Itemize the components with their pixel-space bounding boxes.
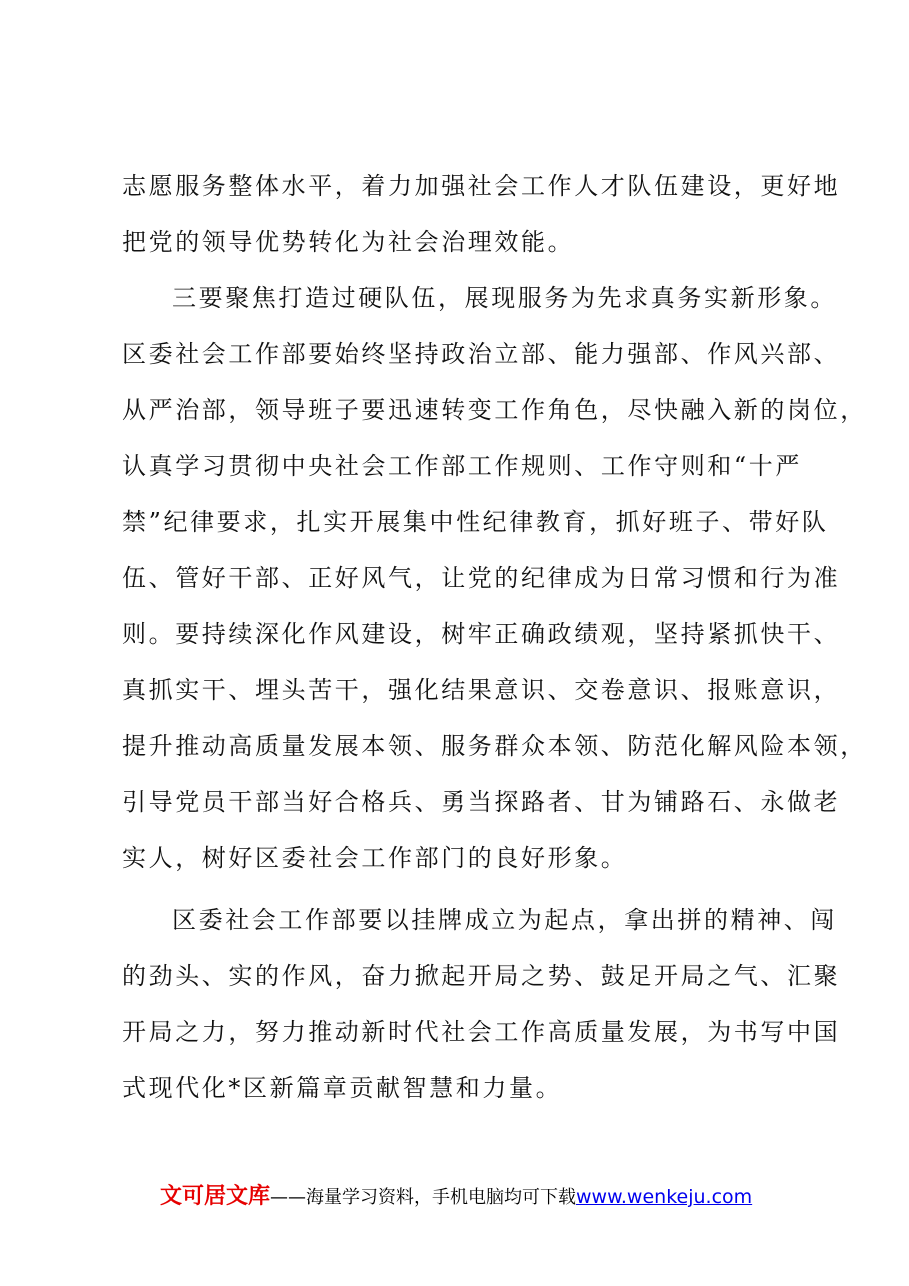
paragraph-first-line: 区委社会工作部要以挂牌成立为起点，拿出拼的精神、闯 [172,906,837,934]
body-text-line: 开局之力，努力推动新时代社会工作高质量发展，为书写中国 [122,1018,841,1046]
footer-slogan: ——海量学习资料，手机电脑均可下载 [270,1187,577,1208]
body-text-line: 把党的领导优势转化为社会治理效能。 [122,228,575,256]
body-text-line: 则。要持续深化作风建设，树牢正确政绩观，坚持紧抓快干、 [122,620,841,648]
body-text-line: 区委社会工作部要始终坚持政治立部、能力强部、作风兴部、 [122,340,841,368]
body-text-line: 式现代化*区新篇章贡献智慧和力量。 [122,1074,563,1102]
paragraph-first-line: 三要聚焦打造过硬队伍，展现服务为先求真务实新形象。 [172,284,837,312]
body-text-line: 志愿服务整体水平，着力加强社会工作人才队伍建设，更好地 [122,172,841,200]
body-text-line: 引导党员干部当好合格兵、勇当探路者、甘为铺路石、永做老 [122,788,841,816]
body-text-line: 的劲头、实的作风，奋力掀起开局之势、鼓足开局之气、汇聚 [122,962,841,990]
body-text-line: 提升推动高质量发展本领、服务群众本领、防范化解风险本领， [122,732,867,760]
body-text-line: 认真学习贯彻中央社会工作部工作规则、工作守则和“十严 [122,452,802,480]
footer-brand: 文可居文库 [160,1184,271,1209]
body-text-line: 从严治部，领导班子要迅速转变工作角色，尽快融入新的岗位， [122,396,867,424]
footer-banner [160,1180,800,1214]
body-text-line: 禁”纪律要求，扎实开展集中性纪律教育，抓好班子、带好队 [122,508,829,536]
body-text-line: 实人，树好区委社会工作部门的良好形象。 [122,844,628,872]
footer-link[interactable]: www.wenkeju.com [576,1186,753,1208]
body-text-line: 真抓实干、埋头苦干，强化结果意识、交卷意识、报账意识， [122,676,841,704]
body-text-line: 伍、管好干部、正好风气，让党的纪律成为日常习惯和行为准 [122,564,841,592]
